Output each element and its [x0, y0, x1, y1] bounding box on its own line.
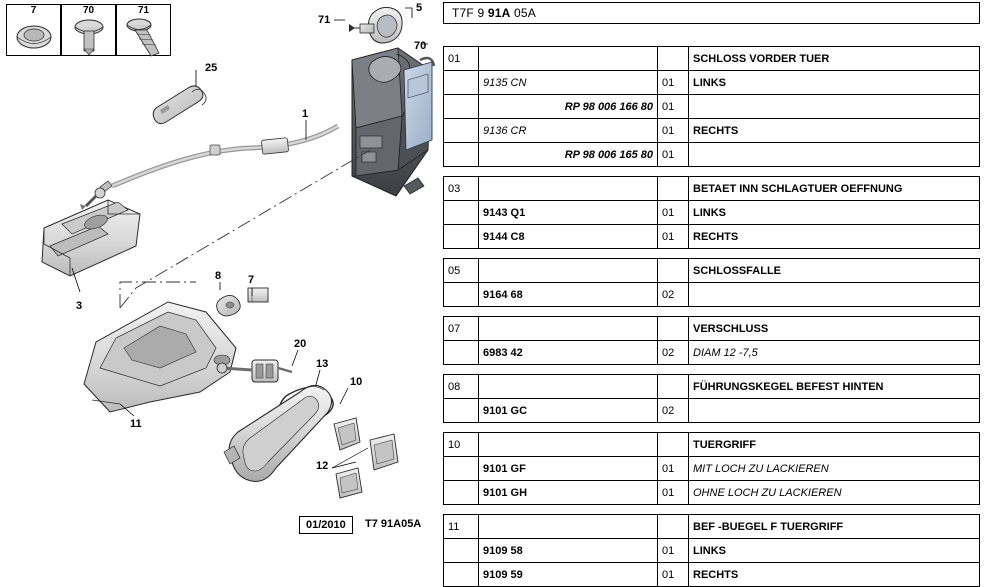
screw-icon: [117, 13, 172, 57]
table-row[interactable]: [444, 317, 980, 341]
legend-number-7: 7: [30, 5, 37, 16]
part-description-cell: VERSCHLUSS: [689, 317, 980, 341]
part-description-cell: [689, 283, 980, 307]
table-group-gap: [444, 167, 980, 177]
header-code-bold: 91A: [487, 6, 511, 20]
part-reference-cell: [479, 433, 658, 457]
part-reference-cell: 9109 59: [479, 563, 658, 587]
part-quantity-cell: 01: [658, 563, 689, 587]
part-group-cell: 11: [444, 515, 479, 539]
callout-8: 8: [215, 270, 222, 282]
part-reference-cell: [479, 47, 658, 71]
part-quantity-cell: [658, 47, 689, 71]
part-group-cell: [444, 539, 479, 563]
callout-11: 11: [130, 418, 142, 430]
table-group-gap: [444, 423, 980, 433]
part-reference-cell: [479, 515, 658, 539]
diagram-date-tag: 01/2010: [299, 516, 353, 534]
table-group-gap: [444, 365, 980, 375]
bolt-icon: [62, 13, 117, 57]
table-row[interactable]: [444, 143, 980, 167]
part-description-cell: LINKS: [689, 71, 980, 95]
part-description-cell: LINKS: [689, 201, 980, 225]
part-group-cell: 07: [444, 317, 479, 341]
part-group-cell: 10: [444, 433, 479, 457]
table-row[interactable]: [444, 457, 980, 481]
part-quantity-cell: 01: [658, 539, 689, 563]
part-description-cell: LINKS: [689, 539, 980, 563]
part-group-cell: [444, 225, 479, 249]
part-quantity-cell: 02: [658, 283, 689, 307]
table-row[interactable]: [444, 481, 980, 505]
part-5-bracket: [349, 7, 402, 43]
header-code-prefix: T7F 9: [452, 6, 488, 20]
part-reference-cell: 9101 GF: [479, 457, 658, 481]
table-row[interactable]: [444, 539, 980, 563]
legend-item-70: [61, 4, 116, 56]
callout-20: 20: [294, 338, 307, 350]
part-reference-cell: [479, 177, 658, 201]
callout-70: 70: [414, 40, 427, 52]
part-reference-cell: [479, 375, 658, 399]
part-group-cell: [444, 481, 479, 505]
part-group-cell: [444, 201, 479, 225]
part-group-cell: [444, 119, 479, 143]
part-reference-cell: 9109 58: [479, 539, 658, 563]
parts-header: [443, 2, 980, 24]
part-reference-cell: [479, 259, 658, 283]
part-7-bolt-block: [248, 288, 268, 302]
part-reference-cell: 9136 CR: [479, 119, 658, 143]
table-row[interactable]: [444, 225, 980, 249]
table-row[interactable]: [444, 95, 980, 119]
part-description-cell: RECHTS: [689, 119, 980, 143]
exploded-view-illustration: [0, 0, 440, 548]
legend-number-71: 71: [137, 5, 150, 16]
part-description-cell: [689, 399, 980, 423]
alignment-axis: [120, 150, 370, 308]
part-reference-cell: 9101 GC: [479, 399, 658, 423]
part-description-cell: RECHTS: [689, 563, 980, 587]
part-3-inner-handle: [42, 200, 140, 276]
part-description-cell: [689, 143, 980, 167]
table-row[interactable]: [444, 433, 980, 457]
table-row[interactable]: [444, 259, 980, 283]
callout-5: 5: [416, 2, 423, 14]
table-row[interactable]: [444, 515, 980, 539]
table-group-gap: [444, 307, 980, 317]
callout-3: 3: [76, 300, 83, 312]
part-quantity-cell: 01: [658, 71, 689, 95]
table-group-gap: [444, 505, 980, 515]
callout-12: 12: [316, 460, 329, 472]
part-description-cell: FÜHRUNGSKEGEL BEFEST HINTEN: [689, 375, 980, 399]
parts-table: [443, 46, 980, 587]
part-group-cell: [444, 399, 479, 423]
part-description-cell: SCHLOSSFALLE: [689, 259, 980, 283]
part-quantity-cell: 02: [658, 341, 689, 365]
part-group-cell: 03: [444, 177, 479, 201]
part-reference-cell: 6983 42: [479, 341, 658, 365]
part-reference-cell: RP 98 006 166 80: [479, 95, 658, 119]
part-group-cell: [444, 95, 479, 119]
part-group-cell: [444, 283, 479, 307]
part-description-cell: BEF -BUEGEL F TUERGRIFF: [689, 515, 980, 539]
legend-item-71: [116, 4, 171, 56]
table-row[interactable]: [444, 399, 980, 423]
part-quantity-cell: [658, 317, 689, 341]
callout-10: 10: [350, 376, 363, 388]
part-description-cell: RECHTS: [689, 225, 980, 249]
part-reference-cell: 9144 C8: [479, 225, 658, 249]
part-quantity-cell: [658, 433, 689, 457]
table-row[interactable]: [444, 177, 980, 201]
part-quantity-cell: 01: [658, 119, 689, 143]
part-description-cell: [689, 95, 980, 119]
part-reference-cell: [479, 317, 658, 341]
part-quantity-cell: [658, 259, 689, 283]
part-quantity-cell: 01: [658, 143, 689, 167]
part-reference-cell: 9135 CN: [479, 71, 658, 95]
table-row[interactable]: [444, 119, 980, 143]
part-group-cell: [444, 341, 479, 365]
part-25-key: [153, 86, 206, 124]
table-row[interactable]: [444, 47, 980, 71]
legend-number-70: 70: [82, 5, 95, 16]
callout-1: 1: [302, 108, 309, 120]
part-group-cell: [444, 143, 479, 167]
table-row[interactable]: [444, 375, 980, 399]
part-description-cell: MIT LOCH ZU LACKIEREN: [689, 457, 980, 481]
part-8-stud: [217, 295, 241, 315]
legend-item-7: [6, 4, 61, 56]
part-group-cell: [444, 457, 479, 481]
part-quantity-cell: 01: [658, 481, 689, 505]
part-reference-cell: 9101 GH: [479, 481, 658, 505]
part-quantity-cell: [658, 375, 689, 399]
table-row[interactable]: [444, 283, 980, 307]
diagram-code-label: T7 91A05A: [365, 518, 422, 530]
part-reference-cell: RP 98 006 165 80: [479, 143, 658, 167]
parts-list-panel: [441, 0, 984, 581]
part-description-cell: DIAM 12 -7,5: [689, 341, 980, 365]
part-quantity-cell: 01: [658, 457, 689, 481]
table-row[interactable]: [444, 71, 980, 95]
fastener-legend: [6, 4, 171, 56]
table-row[interactable]: [444, 201, 980, 225]
part-description-cell: SCHLOSS VORDER TUER: [689, 47, 980, 71]
part-11-handle-bracket: [84, 302, 236, 412]
part-12-covers: [332, 418, 398, 498]
part-group-cell: [444, 563, 479, 587]
part-quantity-cell: 01: [658, 95, 689, 119]
part-group-cell: 01: [444, 47, 479, 71]
lock-assembly: [352, 48, 434, 196]
callout-7: 7: [248, 274, 255, 286]
part-quantity-cell: 02: [658, 399, 689, 423]
part-group-cell: [444, 71, 479, 95]
part-quantity-cell: 01: [658, 225, 689, 249]
callout-71: 71: [318, 14, 331, 26]
table-row[interactable]: [444, 341, 980, 365]
part-quantity-cell: 01: [658, 201, 689, 225]
part-quantity-cell: [658, 515, 689, 539]
washer-icon: [7, 13, 62, 57]
part-group-cell: 05: [444, 259, 479, 283]
part-description-cell: BETAET INN SCHLAGTUER OEFFNUNG: [689, 177, 980, 201]
part-description-cell: OHNE LOCH ZU LACKIEREN: [689, 481, 980, 505]
callout-13: 13: [316, 358, 329, 370]
part-quantity-cell: [658, 177, 689, 201]
part-reference-cell: 9143 Q1: [479, 201, 658, 225]
part-reference-cell: 9164 68: [479, 283, 658, 307]
part-description-cell: TUERGRIFF: [689, 433, 980, 457]
part-1-cable: [80, 126, 338, 210]
table-group-gap: [444, 249, 980, 259]
part-group-cell: 08: [444, 375, 479, 399]
table-row[interactable]: [444, 563, 980, 587]
callout-25: 25: [205, 62, 218, 74]
header-code-suffix: 05A: [510, 6, 537, 20]
